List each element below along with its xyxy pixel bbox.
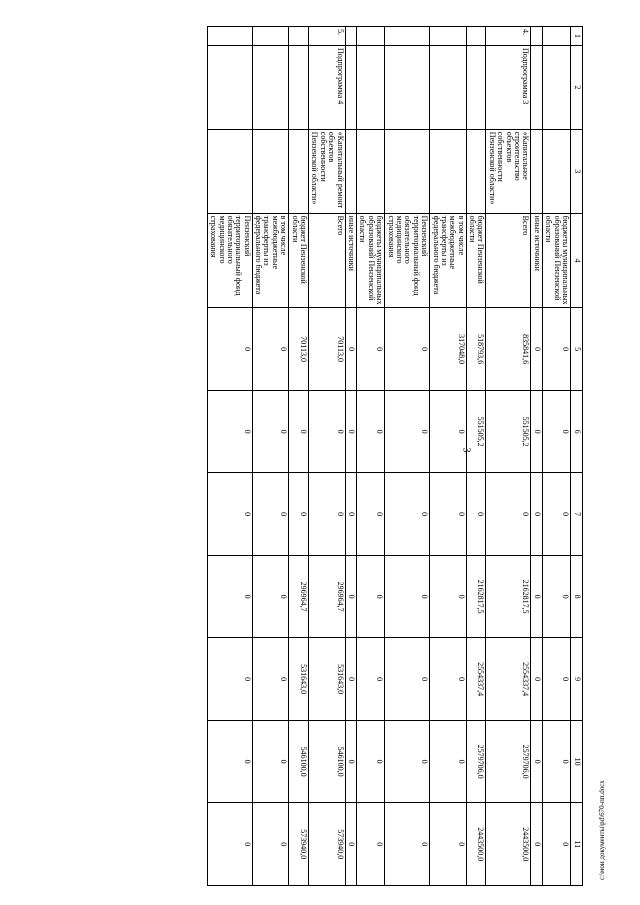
table-cell: 531643,0 (289, 638, 309, 721)
table-cell: Подпрограмма 4 (309, 45, 346, 129)
table-cell (531, 27, 542, 46)
header-cell: 9 (571, 638, 583, 721)
table-cell: 0 (345, 803, 356, 886)
table-cell: 531643,0 (309, 638, 346, 721)
table-cell: 0 (309, 473, 346, 556)
table-cell (385, 129, 430, 213)
table-cell: 0 (531, 638, 542, 721)
table-row (357, 27, 385, 886)
table-cell (357, 129, 385, 213)
table-cell: 0 (385, 720, 430, 803)
table-cell: 0 (309, 390, 346, 473)
header-cell: 4 (571, 213, 583, 308)
table-cell: 0 (207, 803, 252, 886)
table-cell: 0 (531, 555, 542, 638)
header-cell: 10 (571, 720, 583, 803)
table-cell: бюджеты муниципальных образований Пензенской области (542, 213, 570, 308)
table-cell: 2579706,0 (486, 720, 531, 803)
table-cell: 0 (357, 555, 385, 638)
header-cell: 3 (571, 129, 583, 213)
header-cell: 2 (571, 45, 583, 129)
table-row (542, 27, 570, 886)
table-cell (542, 45, 570, 129)
table-cell: 317048,0 (430, 308, 467, 391)
header-cell: 6 (571, 390, 583, 473)
header-cell: 11 (571, 803, 583, 886)
table-cell (357, 27, 385, 46)
table-cell: 2554337,4 (486, 638, 531, 721)
table-cell: 0 (345, 308, 356, 391)
table-cell: 5. (309, 27, 346, 46)
table-cell: 573940,0 (309, 803, 346, 886)
table-cell: 2162817,5 (486, 555, 531, 638)
table-cell: 0 (252, 390, 289, 473)
table-cell: 0 (430, 473, 467, 556)
table-cell: «Капитальный ремонт объектов собственности Пензенской области» (309, 129, 346, 213)
table-row (385, 27, 430, 886)
table-cell: 0 (430, 803, 467, 886)
table-cell: 0 (357, 308, 385, 391)
table-row (207, 27, 252, 886)
table-cell: 0 (430, 720, 467, 803)
table-cell: 0 (207, 638, 252, 721)
table-cell (357, 45, 385, 129)
page-number: 3 (460, 447, 472, 453)
table-cell: 2554337,4 (466, 638, 486, 721)
table-cell: иные источники (531, 213, 542, 308)
table-cell: Всего (309, 213, 346, 308)
table-cell (430, 45, 467, 129)
table-cell: 0 (357, 638, 385, 721)
table-cell (430, 129, 467, 213)
table-cell: Всего (486, 213, 531, 308)
table-cell: бюджеты муниципальных образований Пензенской области (357, 213, 385, 308)
table-cell: 835841,6 (486, 308, 531, 391)
table-cell: в том числе межбюджетные трансферты из федерального бюджета (430, 213, 467, 308)
header-cell: 5 (571, 308, 583, 391)
table-cell: 0 (207, 390, 252, 473)
table-cell (385, 27, 430, 46)
table-cell: 0 (252, 555, 289, 638)
table-row (430, 27, 467, 886)
table-cell (289, 45, 309, 129)
table-cell: Подпрограмма 3 (486, 45, 531, 129)
table-cell: 2579706,0 (466, 720, 486, 803)
table-cell (252, 45, 289, 129)
budget-table (207, 26, 583, 886)
header-row (571, 27, 583, 886)
rotated-table-container (63, 26, 583, 886)
table-cell: 0 (252, 473, 289, 556)
table-cell: 0 (357, 720, 385, 803)
table-cell: 0 (542, 473, 570, 556)
table-cell: «Капитальное строительство объектов собственности Пензенской области» (486, 129, 531, 213)
table-cell (531, 45, 542, 129)
header-cell: 7 (571, 473, 583, 556)
table-cell: 0 (289, 390, 309, 473)
table-cell: 518793,6 (466, 308, 486, 391)
table-cell: 0 (531, 308, 542, 391)
table-cell: 0 (531, 720, 542, 803)
table-cell: 0 (357, 390, 385, 473)
table-cell: 573940,0 (289, 803, 309, 886)
table-cell: 0 (207, 555, 252, 638)
table-cell (252, 129, 289, 213)
table-cell: 0 (385, 473, 430, 556)
table-cell: 0 (207, 720, 252, 803)
table-cell: 0 (252, 638, 289, 721)
table-row (345, 27, 356, 886)
table-cell: 0 (542, 803, 570, 886)
table-cell: 0 (542, 638, 570, 721)
table-cell: 0 (542, 390, 570, 473)
table-cell: 0 (486, 473, 531, 556)
table-cell (345, 129, 356, 213)
table-cell (531, 129, 542, 213)
table-cell (345, 45, 356, 129)
header-cell: 1 (571, 27, 583, 46)
table-cell: 0 (531, 803, 542, 886)
footer-file-path: c:\мои документы\pd\670-пп.docx (598, 780, 606, 880)
table-row (252, 27, 289, 886)
table-row (486, 27, 531, 886)
table-cell: 0 (252, 720, 289, 803)
table-cell: 0 (531, 473, 542, 556)
table-cell: иные источники (345, 213, 356, 308)
table-cell (345, 27, 356, 46)
table-cell: 296964,7 (289, 555, 309, 638)
table-cell: 70113,0 (309, 308, 346, 391)
table-body (207, 27, 570, 886)
table-cell (466, 129, 486, 213)
table-cell: 0 (430, 555, 467, 638)
table-row (466, 27, 486, 886)
table-cell: 0 (345, 720, 356, 803)
table-cell: бюджет Пензенской области (289, 213, 309, 308)
table-cell (466, 27, 486, 46)
table-cell (385, 45, 430, 129)
table-cell (207, 27, 252, 46)
table-cell: 4. (486, 27, 531, 46)
table-cell: 0 (542, 720, 570, 803)
table-cell: 2443500,0 (486, 803, 531, 886)
table-cell: 2443500,0 (466, 803, 486, 886)
table-row (531, 27, 542, 886)
table-cell: 0 (357, 803, 385, 886)
table-cell: 0 (252, 308, 289, 391)
table-cell (252, 27, 289, 46)
table-cell: 0 (385, 638, 430, 721)
table-cell (289, 129, 309, 213)
table-cell (289, 27, 309, 46)
table-cell: 0 (385, 308, 430, 391)
table-cell: 0 (357, 473, 385, 556)
table-cell: 2162817,5 (466, 555, 486, 638)
table-cell: 0 (531, 390, 542, 473)
table-cell: 0 (207, 308, 252, 391)
table-cell: бюджет Пензенской области (466, 213, 486, 308)
table-cell: 0 (542, 555, 570, 638)
table-cell: 546100,0 (289, 720, 309, 803)
table-cell: 296964,7 (309, 555, 346, 638)
header-cell: 8 (571, 555, 583, 638)
table-cell: 70113,0 (289, 308, 309, 391)
table-cell: 0 (289, 473, 309, 556)
table-cell: в том числе межбюджетные трансферты из федерального бюджета (252, 213, 289, 308)
table-cell: 0 (385, 803, 430, 886)
table-cell: 0 (345, 638, 356, 721)
table-cell: 0 (207, 473, 252, 556)
table-cell (466, 45, 486, 129)
table-cell (542, 129, 570, 213)
table-cell: 551505,2 (466, 390, 486, 473)
table-cell (207, 45, 252, 129)
table-cell: 0 (430, 390, 467, 473)
table-cell: 0 (252, 803, 289, 886)
table-cell (542, 27, 570, 46)
table-cell: 0 (345, 390, 356, 473)
table-cell: 551505,2 (486, 390, 531, 473)
table-cell (430, 27, 467, 46)
table-row (309, 27, 346, 886)
table-cell: 0 (542, 308, 570, 391)
table-cell: Пензенский территориальный фонд обязательного медицинского страхования (207, 213, 252, 308)
table-cell: 0 (430, 638, 467, 721)
table-cell: 0 (385, 390, 430, 473)
table-cell: Пензенский территориальный фонд обязательного медицинского страхования (385, 213, 430, 308)
table-cell: 0 (466, 473, 486, 556)
table-cell (207, 129, 252, 213)
table-cell: 0 (345, 555, 356, 638)
table-cell: 0 (385, 555, 430, 638)
table-cell: 0 (345, 473, 356, 556)
table-row (289, 27, 309, 886)
table-cell: 546100,0 (309, 720, 346, 803)
